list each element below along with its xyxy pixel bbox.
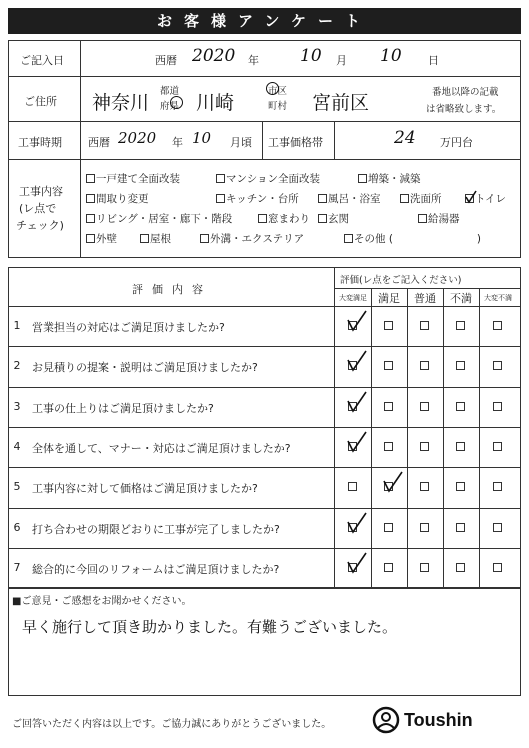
category-option-label: 外壁 [96,233,117,245]
category-option-label: 窓まわり [268,213,310,225]
question-text: 総合的に今回のリフォームはご満足頂けましたか? [32,562,280,576]
checkmark-icon [346,390,370,414]
category-option-label: 風呂・浴室 [328,193,381,205]
checkmark-icon [346,551,370,575]
address-note-line1: 番地以降の記載 [432,87,499,98]
content-label-line3: チェック) [16,219,64,232]
category-checkbox[interactable] [86,234,95,243]
category-option[interactable] [86,211,232,226]
rating-checkbox[interactable] [348,482,357,491]
address-note-line2: は省略致します。 [426,104,502,115]
date-month-value[interactable]: 10 [300,46,322,66]
scale-label: 普通 [414,292,436,305]
rating-checkbox[interactable] [384,442,393,451]
rating-checkbox[interactable] [493,442,502,451]
category-checkbox[interactable] [140,234,149,243]
rating-checkbox[interactable] [456,523,465,532]
category-checkbox[interactable] [216,194,225,203]
category-checkbox[interactable] [358,174,367,183]
question-number: 7 [13,560,21,574]
survey-header-left: 評価内容 [132,283,212,296]
category-option[interactable] [318,211,349,226]
category-option-label: 増築・減築 [368,173,421,185]
category-checkbox[interactable] [86,214,95,223]
category-option-label: 外溝・エクステリア [210,233,305,245]
question-text: 打ち合わせの期限どおりに工事が完了しましたか? [32,522,280,536]
address-pref-value[interactable]: 神奈川 [92,92,150,114]
rating-checkbox[interactable] [493,482,502,491]
category-option-label: マンション全面改装 [226,173,321,185]
rating-checkbox[interactable] [420,442,429,451]
checkmark-icon [464,190,478,204]
category-checkbox[interactable] [400,194,409,203]
question-number: 6 [13,520,21,534]
scale-label: 大変不満 [484,294,512,302]
rating-checkbox[interactable] [456,361,465,370]
address-ward-value[interactable]: 宮前区 [312,92,370,114]
price-unit: 万円台 [440,136,473,149]
category-option-label: 玄関 [328,213,349,225]
category-option-label: リビング・居室・廊下・階段 [96,213,233,225]
rating-checkbox[interactable] [456,442,465,451]
checkmark-icon [346,430,370,454]
brand-logo [372,705,473,735]
rating-checkbox[interactable] [420,482,429,491]
rating-checkbox[interactable] [493,563,502,572]
category-option[interactable] [216,171,320,186]
pref-circle-mark [170,96,183,109]
category-option-label: トイレ [475,193,506,205]
address-city-value[interactable]: 川崎 [196,92,235,114]
category-option-label: 給湯器 [428,213,460,225]
rating-checkbox[interactable] [384,321,393,330]
category-checkbox[interactable] [318,214,327,223]
rating-checkbox[interactable] [456,482,465,491]
category-option-label: キッチン・台所 [226,193,299,205]
price-value[interactable]: 24 [394,128,416,148]
category-checkbox[interactable] [418,214,427,223]
period-year-unit: 年 [172,136,183,149]
date-label: ご記入日 [20,54,64,67]
rating-checkbox[interactable] [384,523,393,532]
brand-logo-icon [372,706,400,734]
category-option[interactable] [418,211,460,226]
category-option[interactable] [216,191,299,206]
rating-checkbox[interactable] [420,523,429,532]
date-month-unit: 月 [336,54,347,67]
category-checkbox[interactable] [318,194,327,203]
pref-unit-top: 都道 [160,86,180,97]
rating-checkbox[interactable] [456,321,465,330]
rating-checkbox[interactable] [493,361,502,370]
question-text: お見積りの提案・説明はご満足頂けましたか? [32,361,258,375]
rating-checkbox[interactable] [384,402,393,411]
category-checkbox[interactable] [344,234,353,243]
rating-checkbox[interactable] [420,321,429,330]
period-month-value[interactable]: 10 [192,129,212,147]
period-era: 西暦 [88,136,110,149]
content-label-line1: 工事内容 [19,185,63,198]
rating-checkbox[interactable] [493,321,502,330]
rating-checkbox[interactable] [456,563,465,572]
period-label: 工事時期 [18,136,62,149]
question-number: 5 [13,480,21,494]
category-option-label: 間取り変更 [96,193,149,205]
category-option[interactable] [86,171,180,186]
category-option-label: その他 ( ) [354,233,482,245]
category-checkbox[interactable] [258,214,267,223]
comments-text[interactable]: 早く施行して頂き助かりました。有難うございました。 [22,618,398,636]
survey-header-right: 評価(レ点をご記入ください) [340,275,462,286]
form-title: お客様アンケート [8,8,521,34]
rating-checkbox[interactable] [493,402,502,411]
scale-label: 不満 [450,292,472,305]
date-era: 西暦 [155,54,177,67]
category-option[interactable] [258,211,310,226]
question-text: 工事の仕上りはご満足頂けましたか? [32,401,214,415]
price-label: 工事価格帯 [268,136,323,149]
category-option[interactable] [140,231,171,246]
checkmark-icon [382,470,406,494]
question-text: 工事内容に対して価格はご満足頂けましたか? [32,482,258,496]
rating-checkbox[interactable] [456,402,465,411]
category-checkbox[interactable] [200,234,209,243]
category-option[interactable] [86,191,149,206]
category-option[interactable] [358,171,421,186]
rating-checkbox[interactable] [384,563,393,572]
rating-checkbox[interactable] [384,361,393,370]
date-day-unit: 日 [428,54,439,67]
date-day-value[interactable]: 10 [380,46,402,66]
category-checkbox[interactable] [86,194,95,203]
footer-note: ご回答いただく内容は以上です。ご協力誠にありがとうございました。 [12,719,332,730]
rating-checkbox[interactable] [420,361,429,370]
comments-label: ■ご意見・ご感想をお聞かせください。 [12,596,192,607]
question-text: 営業担当の対応はご満足頂けましたか? [32,321,225,334]
period-month-suffix: 月頃 [230,136,252,149]
content-label-line2: (レ点で [19,202,57,215]
category-option-label: 一戸建て全面改装 [96,173,180,185]
category-option-label: 屋根 [150,233,171,245]
category-checkbox[interactable] [465,194,474,203]
rating-checkbox[interactable] [493,523,502,532]
date-year-value[interactable]: 2020 [192,46,236,66]
category-option[interactable] [86,231,117,246]
address-label: ご住所 [24,95,57,108]
category-checkbox[interactable] [216,174,225,183]
brand-name: Toushin [404,709,473,730]
question-number: 4 [13,439,21,453]
category-option[interactable] [344,231,481,246]
category-option[interactable] [400,191,442,206]
rating-checkbox[interactable] [420,563,429,572]
question-text: 全体を通して、マナー・対応はご満足頂けましたか? [32,441,291,455]
category-option-label: 洗面所 [410,193,442,205]
question-number: 1 [13,319,21,332]
pref-unit-bottom: 府県 [160,101,180,112]
period-year-value[interactable]: 2020 [118,129,157,147]
question-number: 2 [13,359,21,373]
category-option[interactable] [318,191,381,206]
question-number: 3 [13,399,21,413]
checkmark-icon [346,511,370,535]
city-circle-mark [266,82,279,95]
date-year-unit: 年 [248,54,259,67]
category-option[interactable] [200,231,304,246]
scale-label: 大変満足 [339,294,367,302]
scale-label: 満足 [378,292,400,305]
rating-checkbox[interactable] [420,402,429,411]
city-unit-top: 市区 [268,86,288,97]
category-option[interactable] [465,191,506,206]
checkmark-icon [346,309,370,333]
checkmark-icon [346,349,370,373]
city-unit-bottom: 町村 [268,101,288,112]
category-checkbox[interactable] [86,174,95,183]
